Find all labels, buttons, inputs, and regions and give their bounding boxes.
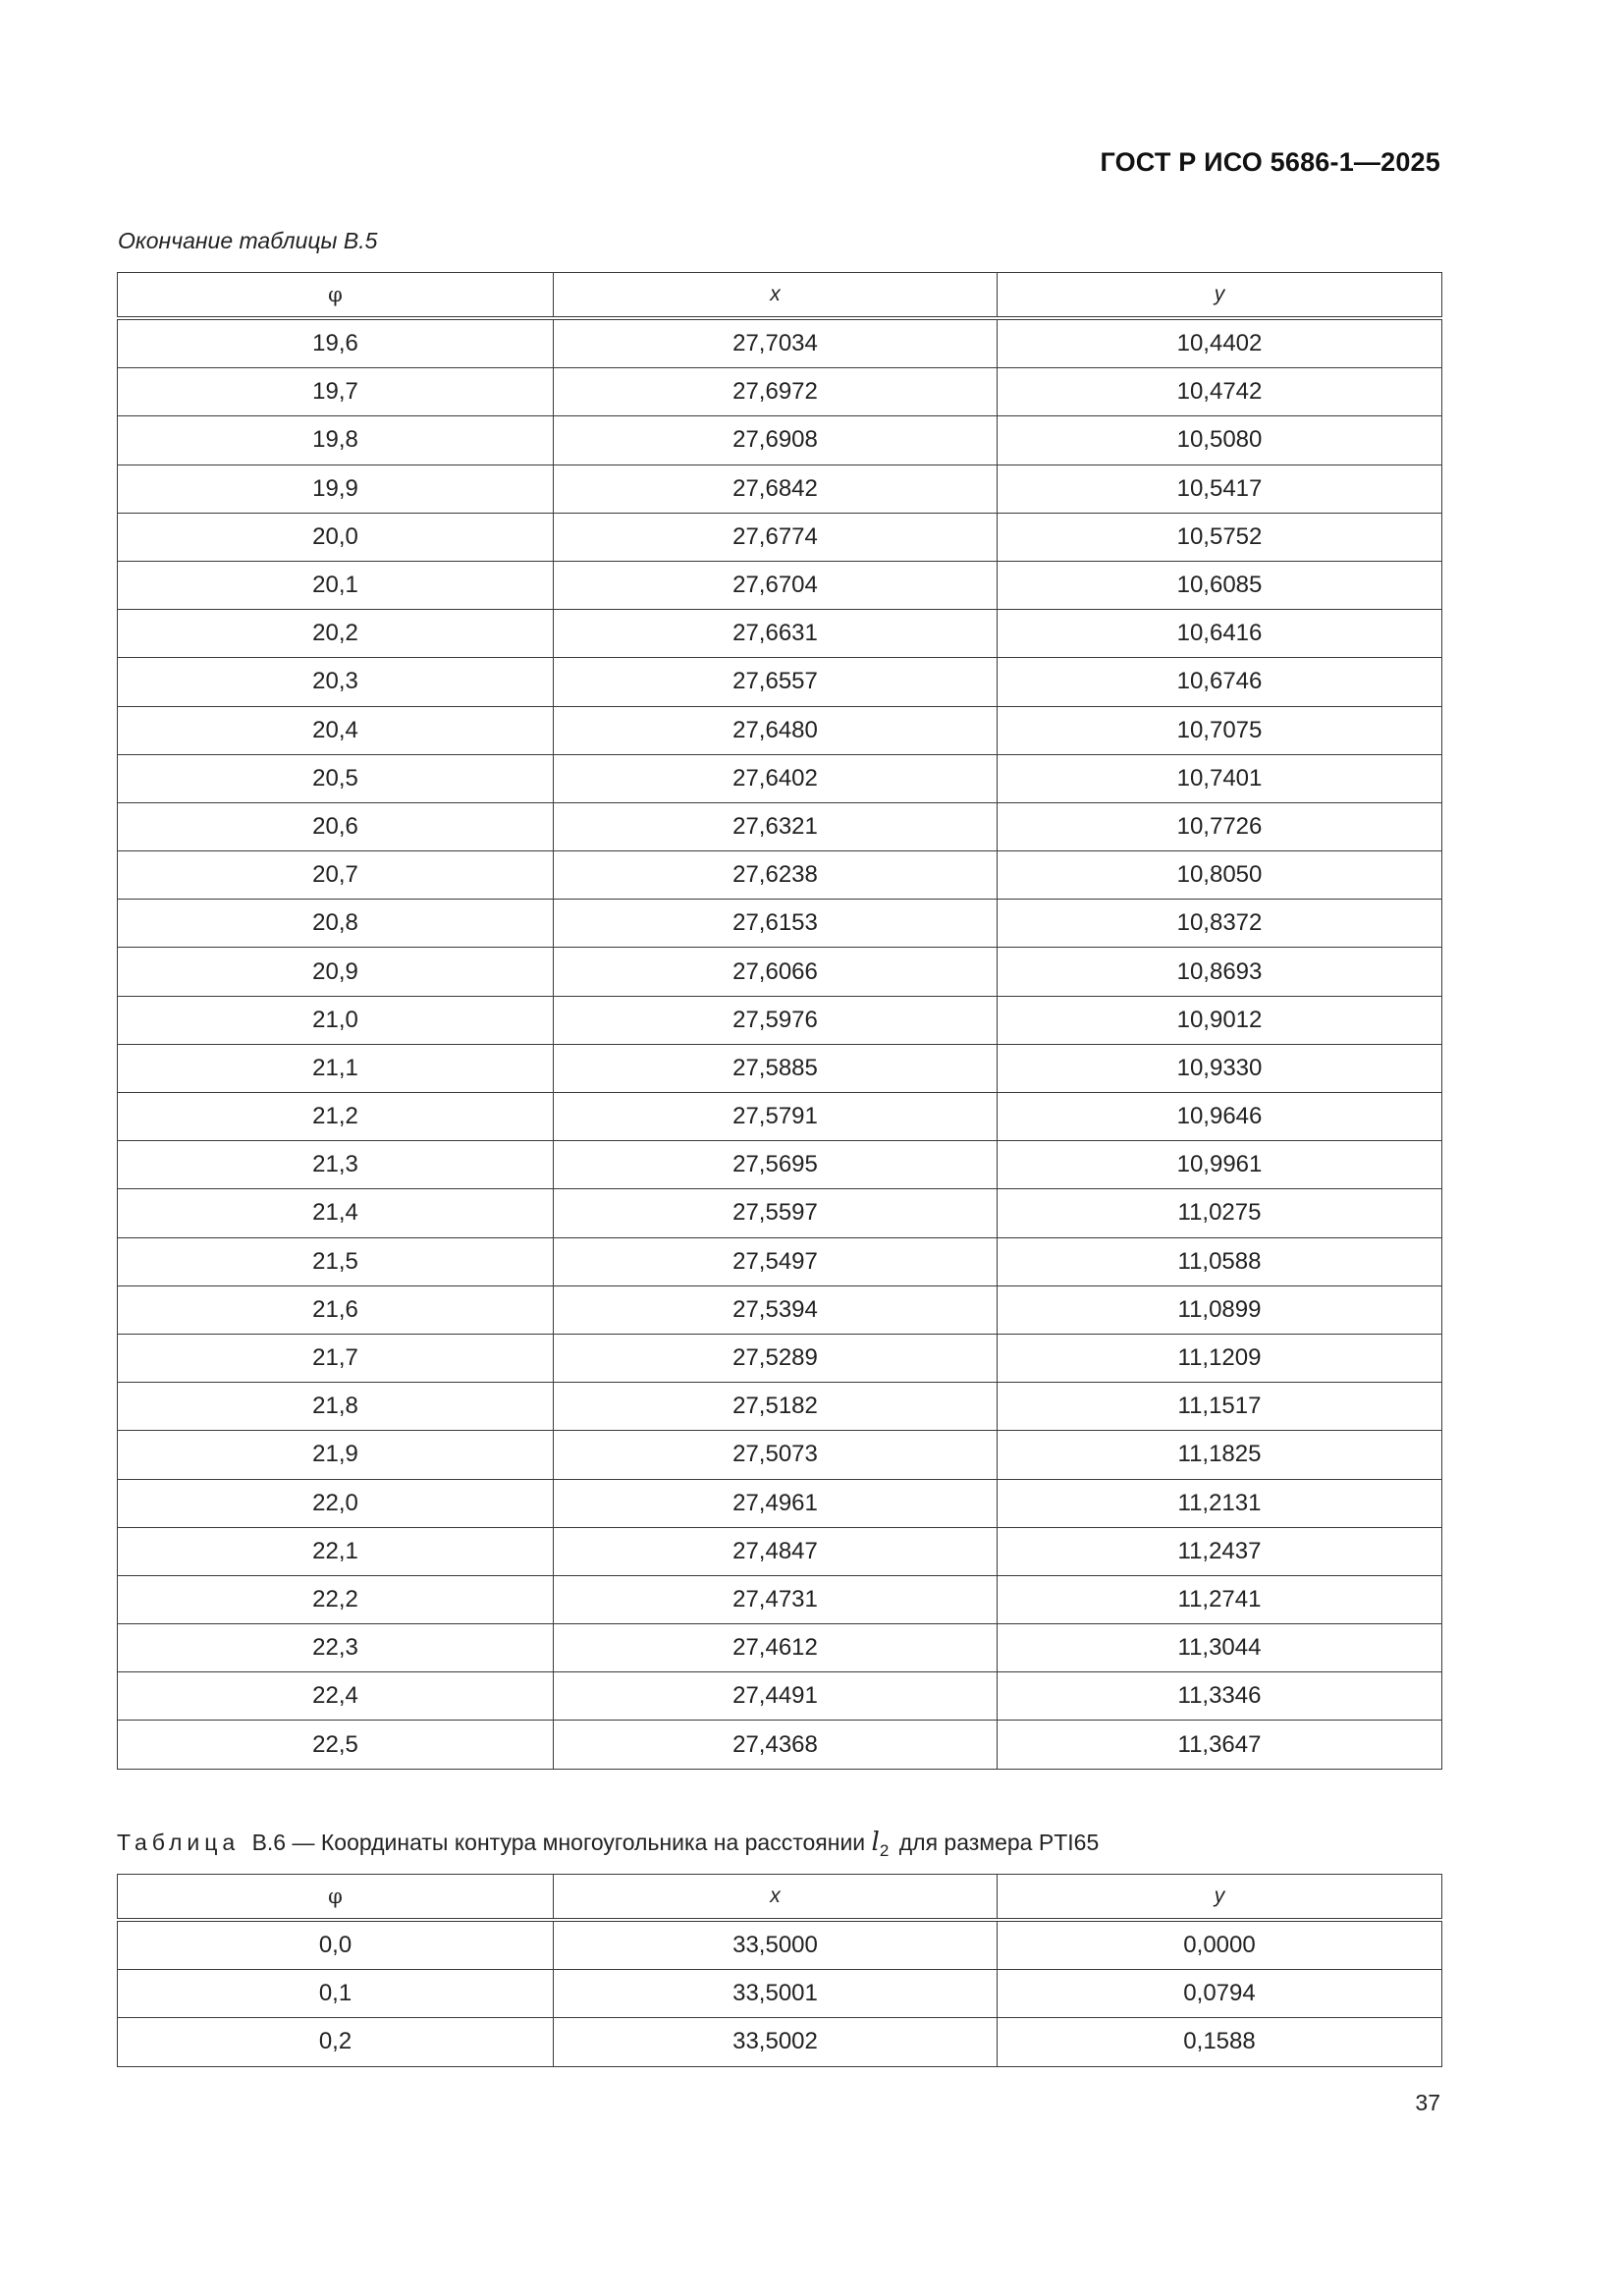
y-cell: 11,1825 xyxy=(998,1431,1442,1479)
y-cell: 10,5417 xyxy=(998,465,1442,513)
y-cell: 10,8372 xyxy=(998,900,1442,948)
x-cell: 27,6704 xyxy=(554,561,998,609)
phi-cell: 22,5 xyxy=(118,1721,554,1769)
table-b6-caption-label: Таблица xyxy=(117,1830,241,1855)
y-cell: 0,0000 xyxy=(998,1920,1442,1970)
table-row xyxy=(118,465,1442,513)
x-cell: 27,6842 xyxy=(554,465,998,513)
table-row xyxy=(118,1920,1442,1970)
table-b5 xyxy=(117,272,1442,1770)
phi-cell: 21,0 xyxy=(118,996,554,1044)
phi-cell: 22,2 xyxy=(118,1575,554,1623)
y-cell: 10,7075 xyxy=(998,706,1442,754)
phi-cell: 20,4 xyxy=(118,706,554,754)
phi-cell: 19,7 xyxy=(118,368,554,416)
table-row xyxy=(118,513,1442,561)
y-cell: 10,4742 xyxy=(998,368,1442,416)
column-header-y: y xyxy=(998,1875,1442,1921)
y-cell: 10,4402 xyxy=(998,318,1442,368)
phi-cell: 21,5 xyxy=(118,1237,554,1285)
y-cell: 10,9330 xyxy=(998,1044,1442,1092)
page-number: 37 xyxy=(1415,2090,1440,2115)
x-cell: 27,6972 xyxy=(554,368,998,416)
table-header-row xyxy=(118,273,1442,319)
phi-cell: 21,3 xyxy=(118,1141,554,1189)
table-row xyxy=(118,1527,1442,1575)
table-row xyxy=(118,1141,1442,1189)
y-cell: 11,2437 xyxy=(998,1527,1442,1575)
x-cell: 27,4368 xyxy=(554,1721,998,1769)
table-b6-caption-text: — Координаты контура многоугольника на расстоянии xyxy=(292,1830,866,1855)
phi-cell: 20,3 xyxy=(118,658,554,706)
column-header-phi: φ xyxy=(118,273,554,319)
x-cell: 33,5001 xyxy=(554,1970,998,2018)
y-cell: 11,3346 xyxy=(998,1672,1442,1721)
table-row xyxy=(118,2018,1442,2066)
phi-cell: 19,6 xyxy=(118,318,554,368)
x-cell: 27,6557 xyxy=(554,658,998,706)
table-b6-body xyxy=(118,1920,1442,2066)
table-row xyxy=(118,1334,1442,1382)
phi-cell: 0,0 xyxy=(118,1920,554,1970)
phi-cell: 21,1 xyxy=(118,1044,554,1092)
table-row xyxy=(118,706,1442,754)
x-cell: 27,4847 xyxy=(554,1527,998,1575)
x-cell: 27,4961 xyxy=(554,1479,998,1527)
table-row xyxy=(118,1970,1442,2018)
y-cell: 10,9646 xyxy=(998,1093,1442,1141)
x-cell: 27,7034 xyxy=(554,318,998,368)
phi-cell: 21,2 xyxy=(118,1093,554,1141)
x-cell: 27,4491 xyxy=(554,1672,998,1721)
x-cell: 27,4731 xyxy=(554,1575,998,1623)
y-cell: 10,5752 xyxy=(998,513,1442,561)
table-row xyxy=(118,900,1442,948)
phi-cell: 22,0 xyxy=(118,1479,554,1527)
table-row xyxy=(118,1624,1442,1672)
x-cell: 27,6238 xyxy=(554,851,998,900)
y-cell: 11,3044 xyxy=(998,1624,1442,1672)
y-cell: 11,3647 xyxy=(998,1721,1442,1769)
phi-cell: 22,1 xyxy=(118,1527,554,1575)
x-cell: 27,5791 xyxy=(554,1093,998,1141)
x-cell: 33,5000 xyxy=(554,1920,998,1970)
phi-cell: 21,4 xyxy=(118,1189,554,1237)
table-b6-caption-variable: l xyxy=(871,1828,880,1857)
table-row xyxy=(118,1431,1442,1479)
y-cell: 11,0275 xyxy=(998,1189,1442,1237)
phi-cell: 21,8 xyxy=(118,1383,554,1431)
x-cell: 27,5695 xyxy=(554,1141,998,1189)
y-cell: 0,1588 xyxy=(998,2018,1442,2066)
y-cell: 11,2131 xyxy=(998,1479,1442,1527)
phi-cell: 20,6 xyxy=(118,802,554,850)
x-cell: 27,6402 xyxy=(554,754,998,802)
table-b5-body xyxy=(118,318,1442,1769)
table-row xyxy=(118,1479,1442,1527)
y-cell: 11,2741 xyxy=(998,1575,1442,1623)
y-cell: 11,0899 xyxy=(998,1285,1442,1334)
table-row xyxy=(118,1285,1442,1334)
table-row xyxy=(118,610,1442,658)
y-cell: 10,5080 xyxy=(998,416,1442,465)
phi-cell: 20,2 xyxy=(118,610,554,658)
x-cell: 27,5073 xyxy=(554,1431,998,1479)
table-row xyxy=(118,368,1442,416)
table-b6 xyxy=(117,1874,1442,2067)
table-row xyxy=(118,851,1442,900)
y-cell: 0,0794 xyxy=(998,1970,1442,2018)
phi-cell: 20,7 xyxy=(118,851,554,900)
table-header-row xyxy=(118,1875,1442,1921)
x-cell: 27,5597 xyxy=(554,1189,998,1237)
table-b6-caption xyxy=(117,1828,1099,1861)
y-cell: 10,6085 xyxy=(998,561,1442,609)
phi-cell: 19,9 xyxy=(118,465,554,513)
x-cell: 27,5394 xyxy=(554,1285,998,1334)
x-cell: 27,4612 xyxy=(554,1624,998,1672)
table-b6-caption-variable-subscript: 2 xyxy=(879,1841,890,1860)
table-row xyxy=(118,1721,1442,1769)
table-row xyxy=(118,1575,1442,1623)
table-row xyxy=(118,658,1442,706)
phi-cell: 22,4 xyxy=(118,1672,554,1721)
table-b5-continuation-caption: Окончание таблицы В.5 xyxy=(118,228,378,253)
column-header-phi: φ xyxy=(118,1875,554,1921)
document-code-header: ГОСТ Р ИСО 5686-1—2025 xyxy=(1100,147,1440,177)
table-row xyxy=(118,754,1442,802)
table-row xyxy=(118,1189,1442,1237)
phi-cell: 20,0 xyxy=(118,513,554,561)
y-cell: 10,7726 xyxy=(998,802,1442,850)
y-cell: 10,6746 xyxy=(998,658,1442,706)
y-cell: 10,8693 xyxy=(998,948,1442,996)
table-row xyxy=(118,1044,1442,1092)
table-b6-caption-tail: для размера PTI65 xyxy=(898,1830,1100,1855)
y-cell: 11,0588 xyxy=(998,1237,1442,1285)
table-row xyxy=(118,996,1442,1044)
column-header-x: x xyxy=(554,273,998,319)
x-cell: 27,6066 xyxy=(554,948,998,996)
y-cell: 10,7401 xyxy=(998,754,1442,802)
phi-cell: 0,2 xyxy=(118,2018,554,2066)
phi-cell: 19,8 xyxy=(118,416,554,465)
x-cell: 33,5002 xyxy=(554,2018,998,2066)
x-cell: 27,5289 xyxy=(554,1334,998,1382)
table-row xyxy=(118,802,1442,850)
x-cell: 27,5976 xyxy=(554,996,998,1044)
y-cell: 10,6416 xyxy=(998,610,1442,658)
y-cell: 11,1209 xyxy=(998,1334,1442,1382)
x-cell: 27,6153 xyxy=(554,900,998,948)
table-row xyxy=(118,561,1442,609)
table-row xyxy=(118,1383,1442,1431)
table-row xyxy=(118,1093,1442,1141)
phi-cell: 21,9 xyxy=(118,1431,554,1479)
x-cell: 27,6321 xyxy=(554,802,998,850)
x-cell: 27,6480 xyxy=(554,706,998,754)
phi-cell: 20,8 xyxy=(118,900,554,948)
column-header-x: x xyxy=(554,1875,998,1921)
table-row xyxy=(118,416,1442,465)
table-row xyxy=(118,1672,1442,1721)
x-cell: 27,5497 xyxy=(554,1237,998,1285)
phi-cell: 21,7 xyxy=(118,1334,554,1382)
phi-cell: 20,1 xyxy=(118,561,554,609)
phi-cell: 22,3 xyxy=(118,1624,554,1672)
table-row xyxy=(118,1237,1442,1285)
y-cell: 10,9012 xyxy=(998,996,1442,1044)
x-cell: 27,6631 xyxy=(554,610,998,658)
y-cell: 10,9961 xyxy=(998,1141,1442,1189)
column-header-y: y xyxy=(998,273,1442,319)
x-cell: 27,6774 xyxy=(554,513,998,561)
phi-cell: 21,6 xyxy=(118,1285,554,1334)
phi-cell: 20,5 xyxy=(118,754,554,802)
x-cell: 27,6908 xyxy=(554,416,998,465)
y-cell: 10,8050 xyxy=(998,851,1442,900)
phi-cell: 20,9 xyxy=(118,948,554,996)
y-cell: 11,1517 xyxy=(998,1383,1442,1431)
table-b6-caption-number: В.6 xyxy=(251,1830,287,1855)
x-cell: 27,5885 xyxy=(554,1044,998,1092)
table-row xyxy=(118,948,1442,996)
phi-cell: 0,1 xyxy=(118,1970,554,2018)
table-row xyxy=(118,318,1442,368)
x-cell: 27,5182 xyxy=(554,1383,998,1431)
